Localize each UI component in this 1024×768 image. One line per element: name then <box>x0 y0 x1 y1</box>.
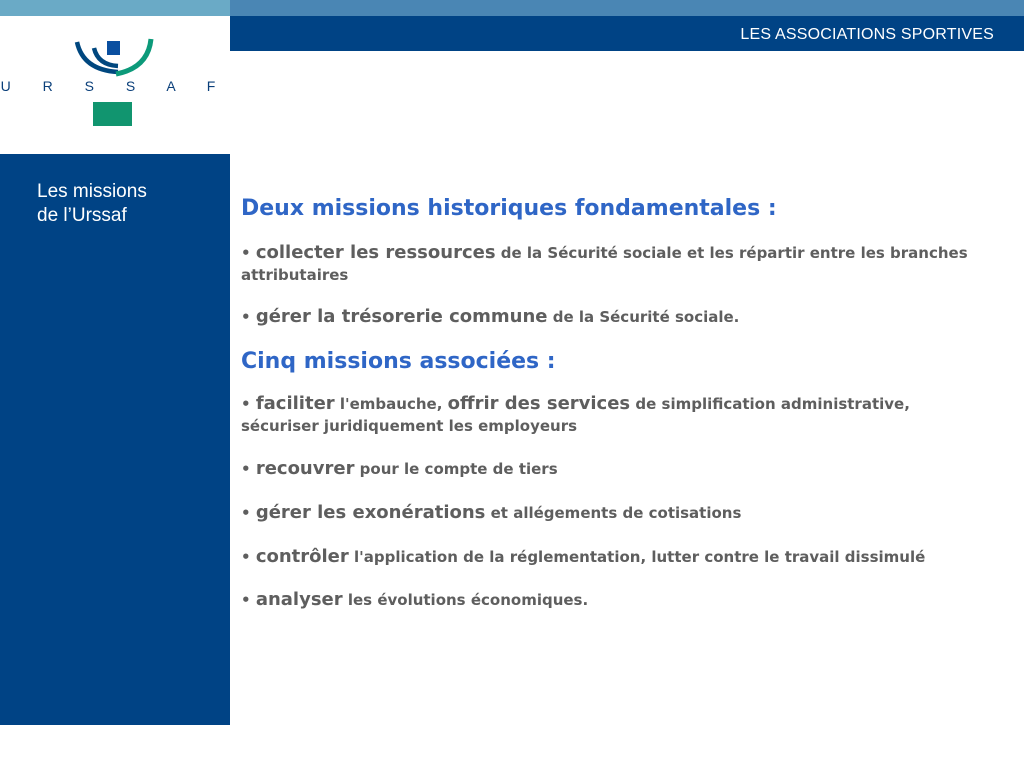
list-item: • collecter les ressources de la Sécurité sociale et les répartir entre les branches attributaires <box>241 242 968 284</box>
sidebar <box>0 154 230 725</box>
header-title: LES ASSOCIATIONS SPORTIVES <box>740 26 994 43</box>
urssaf-logo <box>0 32 230 132</box>
list-item: • gérer la trésorerie commune de la Sécurité sociale. <box>241 306 740 327</box>
top-accent-strip-left <box>0 0 230 16</box>
top-accent-strip-right <box>230 0 1024 16</box>
list-item: • recouvrer pour le compte de tiers <box>241 458 558 479</box>
logo-wordmark: U R S S A F <box>0 78 230 94</box>
list-item: • contrôler l'application de la réglementation, lutter contre le travail dissimulé <box>241 546 926 567</box>
list-item: • analyser les évolutions économiques. <box>241 589 589 610</box>
header-bar <box>230 16 1024 51</box>
section-heading-associated: Cinq missions associées : <box>241 349 556 374</box>
list-item: • gérer les exonérations et allégements de cotisations <box>241 502 742 523</box>
sidebar-title: Les missions de l’Urssaf <box>37 181 147 226</box>
list-item: • faciliter l'embauche, offrir des services de simplification administrative, sécuriser juridiquement les employeurs <box>241 393 910 435</box>
content <box>241 194 986 611</box>
section-heading-historic: Deux missions historiques fondamentales : <box>241 196 777 221</box>
